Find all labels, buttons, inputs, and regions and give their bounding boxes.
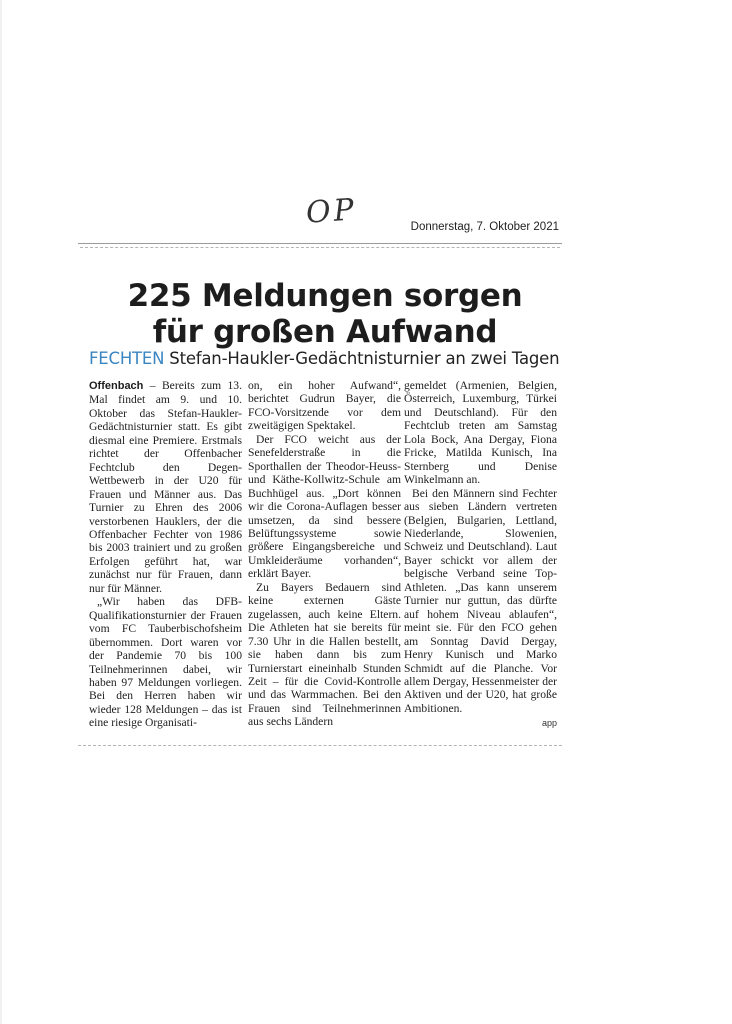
top-divider (78, 243, 562, 244)
headline-line-1: 225 Meldungen sorgen (127, 278, 523, 314)
paragraph-text: – Bereits zum 13. Mal findet am 9. und 10. Oktober das Stefan-Haukler-Gedächtnisturnier statt. Es gibt diesmal eine Premiere. Erstmals richtet der Offenbacher Fechtclub den Degen-Wettbewerb in der U20 für Frauen und Männer aus. Das Turnier zu Ehren des 2006 verstorbenen Hauklers, der die Offenbacher Fechter von 1986 bis 2003 trainiert und zu großen Erfolgen geführt hat, war zunächst nur für Frauen, dann nur für Männer. (89, 379, 242, 595)
publication-date: Donnerstag, 7. Oktober 2021 (410, 221, 559, 233)
article-column-3 (404, 379, 557, 731)
author-tag: app (541, 718, 557, 729)
headline (80, 278, 570, 350)
article-column-1 (89, 379, 242, 730)
paragraph: Der FCO weicht aus der Senefelderstraße in die Sporthallen der Theodor-Heuss- und Käthe-Kollwitz-Schule am Buchhügel aus. „Dort können wir die Corona-Auflagen besser umsetzen, da sind bessere Belüftungssysteme sowie größere Eingangsbereiche und Umkleideräume vorhanden“, erklärt Bayer. (248, 432, 401, 581)
headline-line-2: für großen Aufwand (152, 314, 498, 350)
paragraph: on, ein hoher Aufwand“, berichtet Gudrun Bayer, die FCO-Vorsitzende vor dem zweitägigen Spektakel. (248, 379, 401, 433)
handwritten-source-mark: OP (304, 192, 358, 231)
subheadline: Stefan-Haukler-Gedächtnisturnier an zwei Tagen (169, 349, 560, 368)
top-divider-secondary (80, 247, 560, 248)
paragraph: gemeldet (Armenien, Belgien, Österreich, Luxemburg, Türkei und Deutschland). Für den Fechtclub treten am Samstag Lola Bock, Ana Dergay, Fiona Fricke, Matilda Kunisch, Ina Sternberg und Denise Winkelmann an. (404, 379, 557, 487)
paragraph: Bei den Männern sind Fechter aus sieben Ländern vertreten (Belgien, Bulgarien, Lettland, Niederlande, Slowenien, Schweiz und Deutschland). Laut Bayer schickt vor allem der belgische Verband seine Top-Athleten. „Das kann unserem Turnier nur guttun, das dürfte auf hohem Niveau ablaufen“, meint sie. Für den FCO gehen am Sonntag David Dergay, Henry Kunisch und Marko Schmidt auf die Planche. Vor allem Dergay, Hessenmeister der Aktiven und der U20, hat große Ambitionen. (404, 486, 557, 715)
bottom-divider (78, 745, 562, 746)
subheadline-row (89, 349, 569, 368)
paragraph: „Wir haben das DFB-Qualifikationsturnier der Frauen vom FC Tauberbischofsheim übernommen. Dort waren vor der Pandemie 70 bis 100 Teilnehmerinnen dabei, wir haben 97 Meldungen vorliegen. Bei den Herren haben wir wieder 128 Meldungen – das ist eine riesige Organisati- (89, 595, 242, 730)
paragraph: Zu Bayers Bedauern sind keine externen Gäste zugelassen, auch keine Eltern. Die Athleten hat sie bereits für 7.30 Uhr in die Hallen bestellt, sie haben dann bis zum Turnierstart eineinhalb Stunden Zeit – für die Covid-Kontrolle und das Warmmachen. Bei den Frauen sind Teilnehmerinnen aus sechs Ländern (248, 580, 401, 729)
article-column-2 (248, 379, 401, 729)
paragraph (89, 379, 242, 595)
dateline: Offenbach (89, 380, 144, 392)
section-kicker: FECHTEN (89, 349, 165, 368)
